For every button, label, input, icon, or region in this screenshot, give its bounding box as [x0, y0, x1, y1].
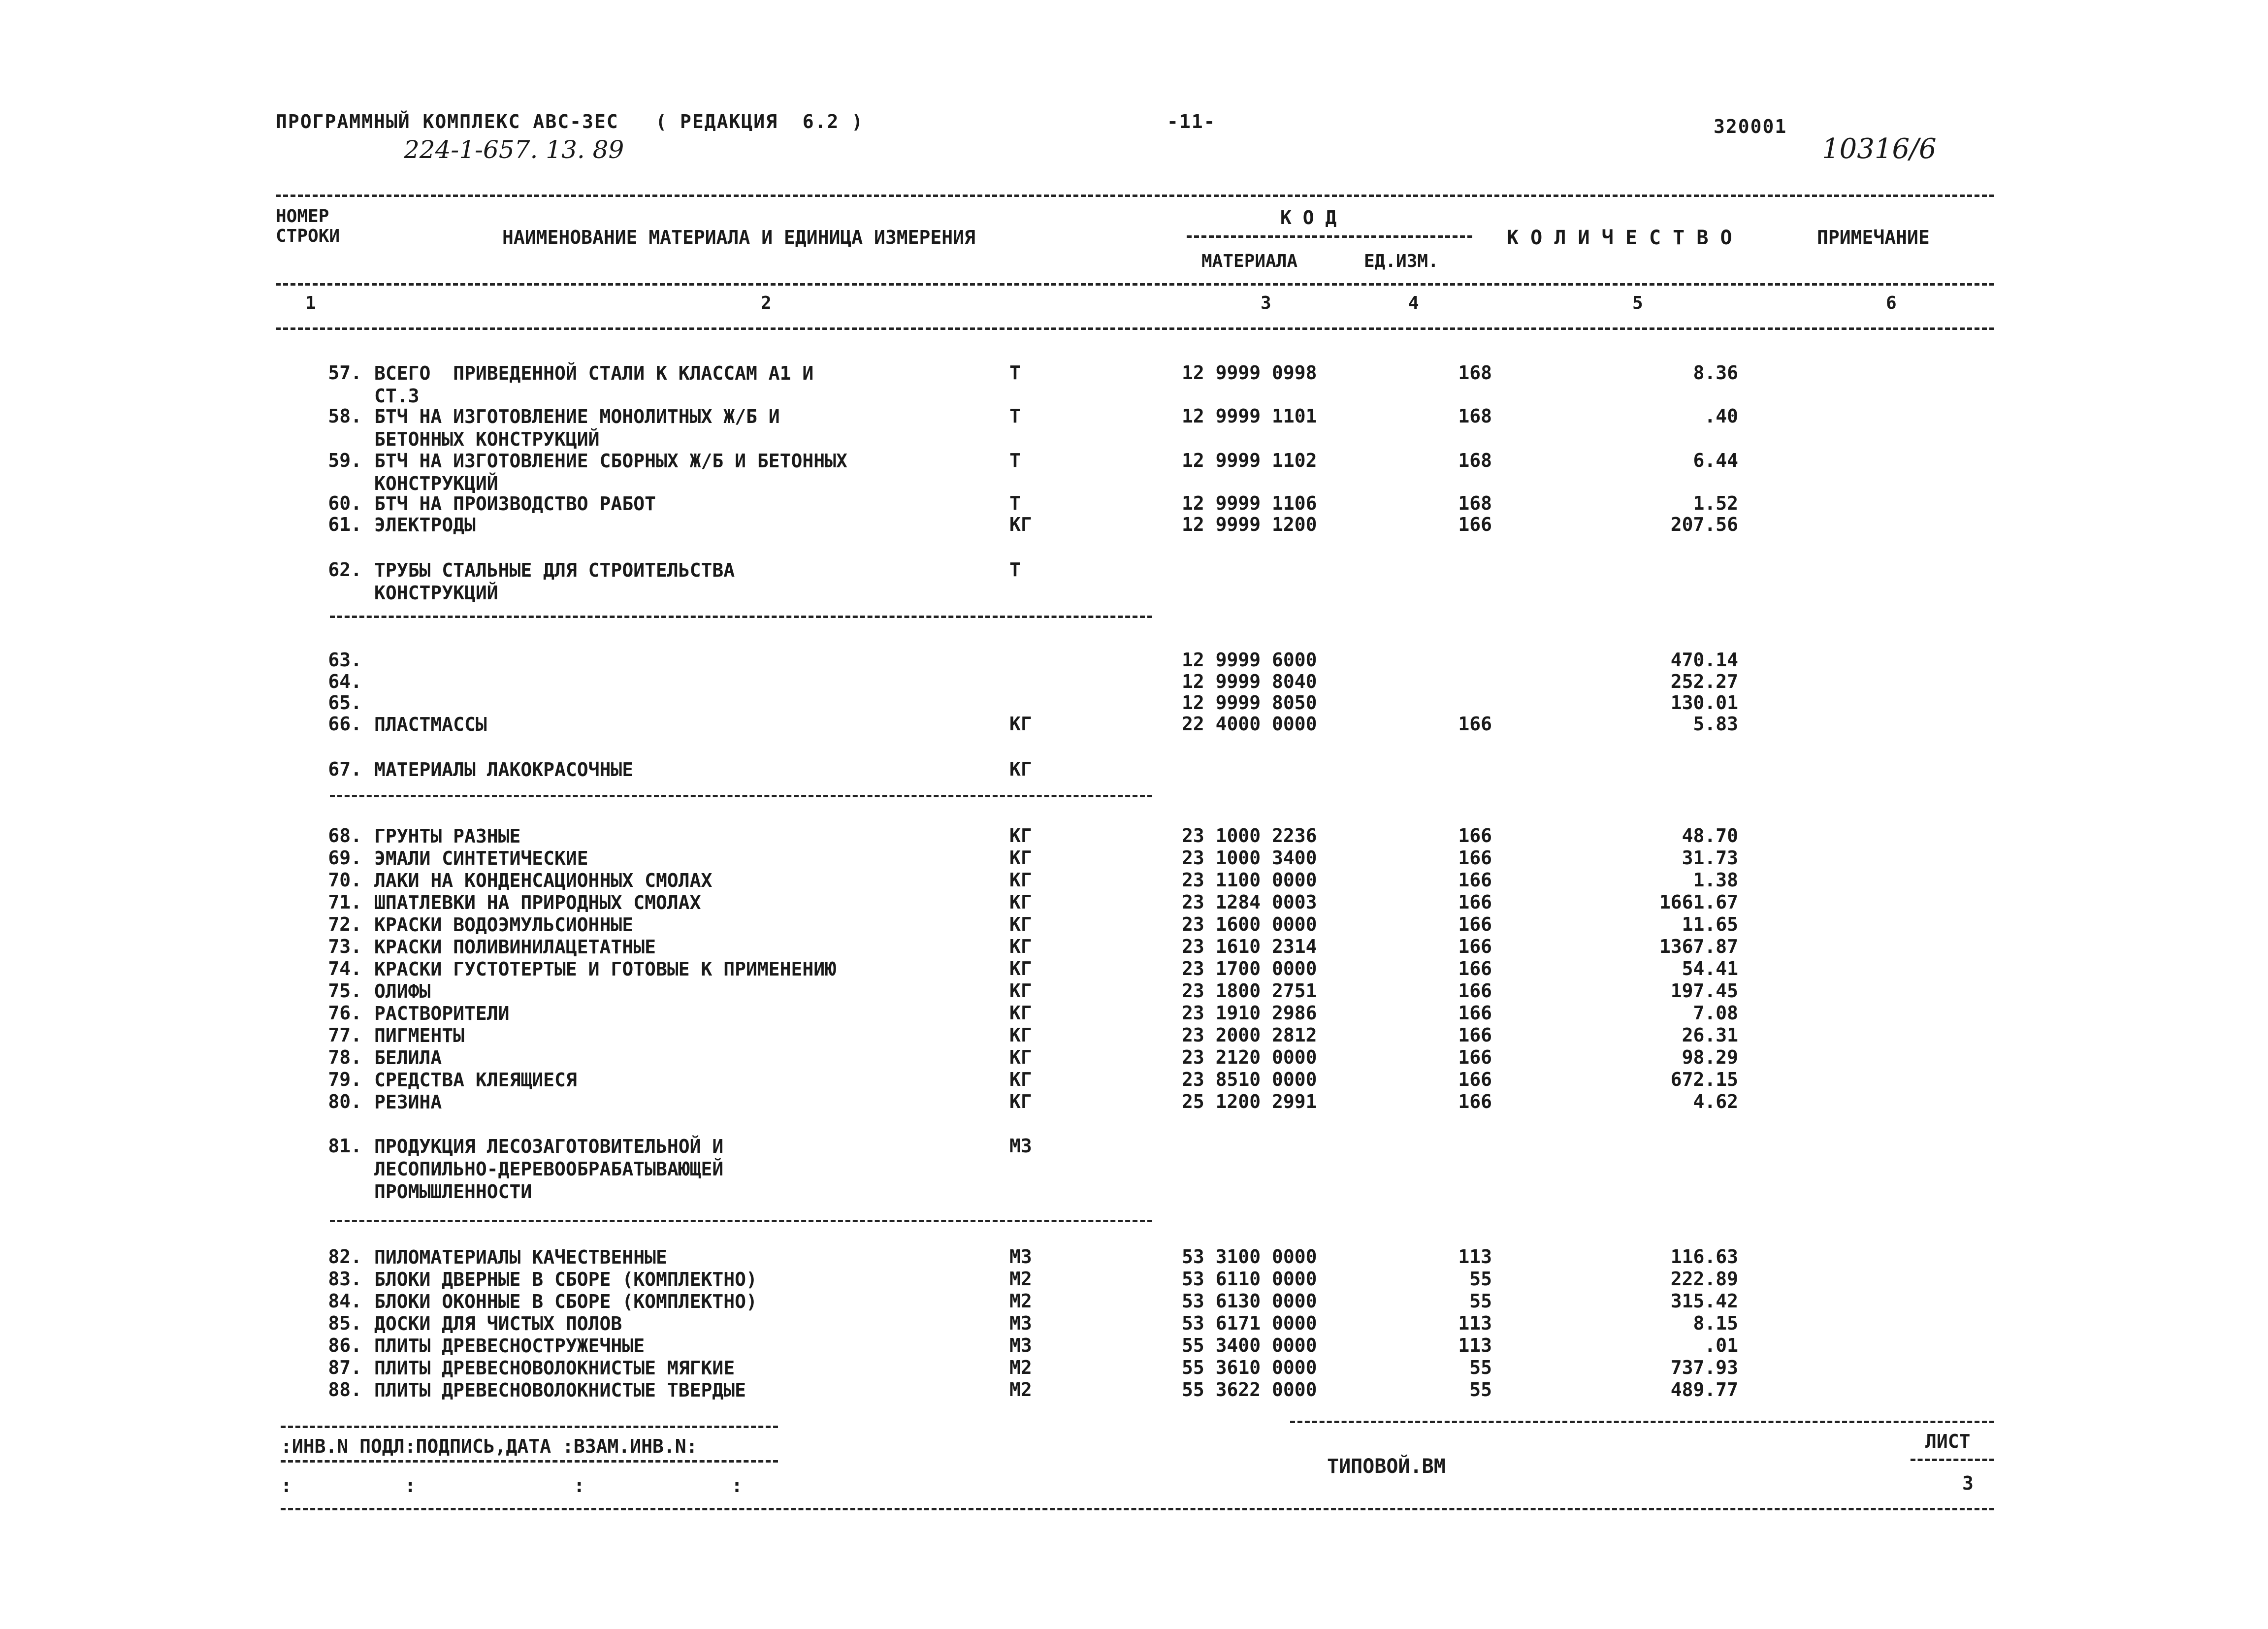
unit-of-measure: Т [1009, 362, 1021, 384]
quantity-value: 54.41 [1682, 958, 1738, 979]
material-code: 23 1100 0000 [1182, 869, 1317, 891]
unit-of-measure: Т [1009, 559, 1021, 581]
material-code: 55 3400 0000 [1182, 1335, 1317, 1356]
material-name: КРАСКИ ВОДОЭМУЛЬСИОННЫЕ [374, 914, 634, 936]
quantity-value: 197.45 [1670, 980, 1738, 1002]
table-row [0, 958, 2268, 980]
column-name-header: НАИМЕНОВАНИЕ МАТЕРИАЛА И ЕДИНИЦА ИЗМЕРЕНИЯ [502, 227, 975, 248]
unit-code: 166 [1458, 869, 1492, 891]
unit-code: 55 [1469, 1357, 1492, 1378]
row-number: 61. [328, 514, 362, 535]
table-row [0, 492, 2268, 515]
material-name: БТЧ НА ИЗГОТОВЛЕНИЕ МОНОЛИТНЫХ Ж/Б И БЕТОННЫХ КОНСТРУКЦИЙ [374, 406, 780, 450]
sheet-divider-rule [1911, 1459, 1994, 1461]
unit-of-measure: М3 [1009, 1135, 1032, 1157]
row-number: 84. [328, 1290, 362, 1312]
quantity-value: 98.29 [1682, 1046, 1738, 1068]
material-name: ЭМАЛИ СИНТЕТИЧЕСКИЕ [374, 847, 588, 869]
unit-code: 166 [1458, 891, 1492, 913]
unit-code: 166 [1458, 958, 1492, 979]
material-code: 23 1284 0003 [1182, 891, 1317, 913]
unit-code: 168 [1458, 405, 1492, 427]
quantity-value: 315.42 [1670, 1290, 1738, 1312]
unit-of-measure: Т [1009, 405, 1021, 427]
row-number: 81. [328, 1135, 362, 1157]
code-divider-rule [1187, 235, 1472, 238]
material-name: МАТЕРИАЛЫ ЛАКОКРАСОЧНЫЕ [374, 759, 634, 781]
table-row [0, 1268, 2268, 1291]
material-name: ПЛИТЫ ДРЕВЕСНОВОЛОКНИСТЫЕ МЯГКИЕ [374, 1357, 735, 1379]
row-number: 82. [328, 1246, 362, 1268]
table-row [0, 1357, 2268, 1379]
quantity-value: 1.38 [1693, 869, 1738, 891]
quantity-value: 1367.87 [1659, 936, 1738, 957]
column-material-code-header: МАТЕРИАЛА [1201, 251, 1298, 271]
table-row [0, 1069, 2268, 1091]
stamp-fields: :ИНВ.N ПОДЛ:ПОДПИСЬ,ДАТА :ВЗАМ.ИНВ.N: [281, 1435, 698, 1457]
material-name: ПРОДУКЦИЯ ЛЕСОЗАГОТОВИТЕЛЬНОЙ И ЛЕСОПИЛЬНО-ДЕРЕВООБРАБАТЫВАЮЩЕЙ ПРОМЫШЛЕННОСТИ [374, 1136, 724, 1203]
unit-of-measure: М3 [1009, 1312, 1032, 1334]
column-unit-code-header: ЕД.ИЗМ. [1364, 251, 1439, 271]
table-row [0, 1024, 2268, 1047]
table-row [0, 450, 2268, 494]
row-number: 64. [328, 671, 362, 692]
column-index-6: 6 [1886, 293, 1897, 313]
unit-of-measure: КГ [1009, 825, 1032, 847]
column-code-header: К О Д [1280, 207, 1337, 228]
material-name: БЛОКИ ОКОННЫЕ В СБОРЕ (КОМПЛЕКТНО) [374, 1291, 757, 1312]
unit-of-measure: КГ [1009, 847, 1032, 869]
page-number: -11- [1167, 111, 1216, 132]
row-number: 77. [328, 1024, 362, 1046]
row-number: 78. [328, 1046, 362, 1068]
row-number: 83. [328, 1268, 362, 1290]
quantity-value: 4.62 [1693, 1091, 1738, 1112]
footer-top-rule-left [281, 1426, 778, 1428]
row-number: 76. [328, 1002, 362, 1024]
row-number: 65. [328, 692, 362, 714]
column-index-1: 1 [305, 293, 316, 313]
unit-code: 55 [1469, 1290, 1492, 1312]
row-number: 57. [328, 362, 362, 384]
table-row [0, 825, 2268, 847]
material-name: ПИГМЕНТЫ [374, 1025, 465, 1046]
unit-of-measure: КГ [1009, 1024, 1032, 1046]
unit-of-measure: КГ [1009, 936, 1032, 957]
material-name: РЕЗИНА [374, 1091, 442, 1113]
material-code: 12 9999 1101 [1182, 405, 1317, 427]
table-row [0, 758, 2268, 781]
unit-of-measure: КГ [1009, 891, 1032, 913]
table-row [0, 1312, 2268, 1335]
section-rule-pipes [330, 616, 1152, 618]
table-row [0, 692, 2268, 715]
table-row [0, 891, 2268, 914]
unit-of-measure: КГ [1009, 980, 1032, 1002]
sheet-label: ЛИСТ [1925, 1431, 1971, 1452]
quantity-value: 8.36 [1693, 362, 1738, 384]
quantity-value: 672.15 [1670, 1069, 1738, 1090]
material-code: 23 2000 2812 [1182, 1024, 1317, 1046]
unit-code: 166 [1458, 713, 1492, 735]
material-code: 12 9999 1200 [1182, 514, 1317, 535]
column-index-5: 5 [1632, 293, 1643, 313]
material-code: 23 1700 0000 [1182, 958, 1317, 979]
unit-of-measure: М2 [1009, 1268, 1032, 1290]
material-code: 23 2120 0000 [1182, 1046, 1317, 1068]
quantity-value: 737.93 [1670, 1357, 1738, 1378]
unit-code: 166 [1458, 514, 1492, 535]
material-name: КРАСКИ ГУСТОТЕРТЫЕ И ГОТОВЫЕ К ПРИМЕНЕНИЮ [374, 958, 836, 980]
material-name: ПЛИТЫ ДРЕВЕСНОСТРУЖЕЧНЫЕ [374, 1335, 645, 1357]
unit-code: 55 [1469, 1379, 1492, 1401]
footer-bottom-rule [281, 1508, 1994, 1510]
material-code: 12 9999 1102 [1182, 450, 1317, 471]
table-row [0, 847, 2268, 870]
quantity-value: 116.63 [1670, 1246, 1738, 1268]
unit-code: 168 [1458, 492, 1492, 514]
table-top-rule [276, 195, 1994, 197]
material-code: 12 9999 0998 [1182, 362, 1317, 384]
table-row [0, 1246, 2268, 1269]
material-code: 12 9999 8050 [1182, 692, 1317, 714]
unit-of-measure: КГ [1009, 1069, 1032, 1090]
column-note-header: ПРИМЕЧАНИЕ [1817, 227, 1930, 248]
document-name: ТИПОВОЙ.ВМ [1327, 1455, 1446, 1478]
row-number: 71. [328, 891, 362, 913]
unit-of-measure: КГ [1009, 514, 1032, 535]
table-row [0, 713, 2268, 736]
quantity-value: 8.15 [1693, 1312, 1738, 1334]
unit-of-measure: КГ [1009, 913, 1032, 935]
material-code: 23 1910 2986 [1182, 1002, 1317, 1024]
column-quantity-header: К О Л И Ч Е С Т В О [1507, 227, 1732, 249]
quantity-value: 1.52 [1693, 492, 1738, 514]
table-row [0, 1379, 2268, 1401]
material-code: 53 6110 0000 [1182, 1268, 1317, 1290]
unit-code: 166 [1458, 1024, 1492, 1046]
material-code: 12 9999 6000 [1182, 649, 1317, 671]
unit-code: 166 [1458, 1069, 1492, 1090]
column-index-4: 4 [1408, 293, 1419, 313]
material-name: ШПАТЛЕВКИ НА ПРИРОДНЫХ СМОЛАХ [374, 892, 701, 913]
row-number: 68. [328, 825, 362, 847]
quantity-value: 222.89 [1670, 1268, 1738, 1290]
material-name: СРЕДСТВА КЛЕЯЩИЕСЯ [374, 1069, 577, 1091]
table-row [0, 671, 2268, 693]
row-number: 58. [328, 405, 362, 427]
table-row [0, 514, 2268, 536]
unit-code: 166 [1458, 825, 1492, 847]
column-number-header: НОМЕР СТРОКИ [276, 206, 340, 246]
quantity-value: 130.01 [1670, 692, 1738, 714]
quantity-value: 48.70 [1682, 825, 1738, 847]
material-code: 53 3100 0000 [1182, 1246, 1317, 1268]
material-name: БЛОКИ ДВЕРНЫЕ В СБОРЕ (КОМПЛЕКТНО) [374, 1269, 757, 1290]
row-number: 63. [328, 649, 362, 671]
sheet-number: 3 [1962, 1472, 1974, 1494]
index-bottom-rule [276, 327, 1994, 330]
unit-code: 113 [1458, 1335, 1492, 1356]
unit-code: 168 [1458, 362, 1492, 384]
unit-code: 113 [1458, 1246, 1492, 1268]
unit-of-measure: КГ [1009, 1002, 1032, 1024]
material-code: 55 3610 0000 [1182, 1357, 1317, 1378]
material-name: ЭЛЕКТРОДЫ [374, 514, 476, 536]
material-name: ПЛИТЫ ДРЕВЕСНОВОЛОКНИСТЫЕ ТВЕРДЫЕ [374, 1379, 746, 1401]
row-number: 88. [328, 1379, 362, 1401]
row-number: 67. [328, 758, 362, 780]
quantity-value: 11.65 [1682, 913, 1738, 935]
row-number: 59. [328, 450, 362, 471]
row-number: 70. [328, 869, 362, 891]
unit-of-measure: КГ [1009, 713, 1032, 735]
material-name: РАСТВОРИТЕЛИ [374, 1003, 510, 1024]
quantity-value: 6.44 [1693, 450, 1738, 471]
material-name: ГРУНТЫ РАЗНЫЕ [374, 825, 521, 847]
unit-code: 166 [1458, 980, 1492, 1002]
row-number: 75. [328, 980, 362, 1002]
material-code: 23 1000 2236 [1182, 825, 1317, 847]
unit-of-measure: М2 [1009, 1357, 1032, 1378]
quantity-value: .40 [1704, 405, 1738, 427]
material-name: БТЧ НА ПРОИЗВОДСТВО РАБОТ [374, 493, 656, 515]
quantity-value: 207.56 [1670, 514, 1738, 535]
unit-of-measure: М3 [1009, 1246, 1032, 1268]
material-code: 55 3622 0000 [1182, 1379, 1317, 1401]
unit-code: 166 [1458, 847, 1492, 869]
row-number: 66. [328, 713, 362, 735]
table-row [0, 405, 2268, 450]
row-number: 87. [328, 1357, 362, 1378]
row-number: 85. [328, 1312, 362, 1334]
unit-of-measure: КГ [1009, 758, 1032, 780]
table-row [0, 649, 2268, 672]
material-code: 23 1800 2751 [1182, 980, 1317, 1002]
stamp-blank-fields: : : : : [281, 1475, 743, 1497]
unit-of-measure: Т [1009, 492, 1021, 514]
material-code: 12 9999 1106 [1182, 492, 1317, 514]
column-index-3: 3 [1261, 293, 1271, 313]
column-index-2: 2 [761, 293, 772, 313]
quantity-value: 7.08 [1693, 1002, 1738, 1024]
program-title: ПРОГРАММНЫЙ КОМПЛЕКС АВС-3ЕС ( РЕДАКЦИЯ 6.2 ) [276, 111, 864, 132]
quantity-value: 252.27 [1670, 671, 1738, 692]
unit-code: 166 [1458, 1091, 1492, 1112]
quantity-value: 489.77 [1670, 1379, 1738, 1401]
material-name: ПЛАСТМАССЫ [374, 714, 487, 735]
row-number: 86. [328, 1335, 362, 1356]
section-rule-timber [330, 1220, 1152, 1222]
material-name: ЛАКИ НА КОНДЕНСАЦИОННЫХ СМОЛАХ [374, 870, 713, 891]
table-row [0, 869, 2268, 892]
unit-code: 166 [1458, 1046, 1492, 1068]
section-rule-paints [330, 795, 1152, 797]
unit-of-measure: Т [1009, 450, 1021, 471]
handwritten-reference: 10316/6 [1822, 133, 1937, 165]
unit-of-measure: КГ [1009, 958, 1032, 979]
unit-of-measure: КГ [1009, 869, 1032, 891]
unit-code: 166 [1458, 913, 1492, 935]
material-code: 23 8510 0000 [1182, 1069, 1317, 1090]
material-code: 25 1200 2991 [1182, 1091, 1317, 1112]
table-row [0, 1335, 2268, 1357]
material-code: 23 1000 3400 [1182, 847, 1317, 869]
table-row [0, 362, 2268, 407]
row-number: 62. [328, 559, 362, 581]
material-code: 23 1600 0000 [1182, 913, 1317, 935]
table-row [0, 559, 2268, 604]
quantity-value: 1661.67 [1659, 891, 1738, 913]
row-number: 60. [328, 492, 362, 514]
row-number: 79. [328, 1069, 362, 1090]
table-row [0, 1290, 2268, 1313]
footer-top-rule-right [1290, 1421, 1994, 1423]
document-number: 320001 [1714, 116, 1787, 137]
table-row [0, 1002, 2268, 1025]
material-name: БТЧ НА ИЗГОТОВЛЕНИЕ СБОРНЫХ Ж/Б И БЕТОННЫХ КОНСТРУКЦИЙ [374, 450, 847, 494]
material-code: 53 6130 0000 [1182, 1290, 1317, 1312]
table-row [0, 936, 2268, 958]
quantity-value: 470.14 [1670, 649, 1738, 671]
row-number: 74. [328, 958, 362, 979]
quantity-value: 26.31 [1682, 1024, 1738, 1046]
material-code: 22 4000 0000 [1182, 713, 1317, 735]
table-row [0, 1135, 2268, 1203]
row-number: 72. [328, 913, 362, 935]
material-code: 12 9999 8040 [1182, 671, 1317, 692]
material-code: 23 1610 2314 [1182, 936, 1317, 957]
unit-code: 166 [1458, 1002, 1492, 1024]
material-name: ВСЕГО ПРИВЕДЕННОЙ СТАЛИ К КЛАССАМ А1 И СТ.3 [374, 362, 814, 407]
stamp-middle-rule [281, 1460, 778, 1463]
table-row [0, 1046, 2268, 1069]
row-number: 73. [328, 936, 362, 957]
unit-of-measure: М2 [1009, 1379, 1032, 1401]
unit-of-measure: М3 [1009, 1335, 1032, 1356]
header-bottom-rule [276, 283, 1994, 286]
unit-of-measure: КГ [1009, 1046, 1032, 1068]
material-name: БЕЛИЛА [374, 1047, 442, 1069]
table-row [0, 1091, 2268, 1113]
unit-code: 168 [1458, 450, 1492, 471]
quantity-value: 31.73 [1682, 847, 1738, 869]
handwritten-code: 224-1-657. 13. 89 [404, 135, 624, 164]
row-number: 80. [328, 1091, 362, 1112]
table-row [0, 980, 2268, 1003]
material-name: ОЛИФЫ [374, 980, 431, 1002]
material-name: ТРУБЫ СТАЛЬНЫЕ ДЛЯ СТРОИТЕЛЬСТВА КОНСТРУКЦИЙ [374, 559, 735, 604]
unit-of-measure: М2 [1009, 1290, 1032, 1312]
unit-of-measure: КГ [1009, 1091, 1032, 1112]
material-name: ПИЛОМАТЕРИАЛЫ КАЧЕСТВЕННЫЕ [374, 1246, 667, 1268]
row-number: 69. [328, 847, 362, 869]
table-row [0, 913, 2268, 936]
unit-code: 55 [1469, 1268, 1492, 1290]
quantity-value: 5.83 [1693, 713, 1738, 735]
material-name: КРАСКИ ПОЛИВИНИЛАЦЕТАТНЫЕ [374, 936, 656, 958]
quantity-value: .01 [1704, 1335, 1738, 1356]
unit-code: 166 [1458, 936, 1492, 957]
unit-code: 113 [1458, 1312, 1492, 1334]
material-code: 53 6171 0000 [1182, 1312, 1317, 1334]
material-name: ДОСКИ ДЛЯ ЧИСТЫХ ПОЛОВ [374, 1313, 622, 1335]
